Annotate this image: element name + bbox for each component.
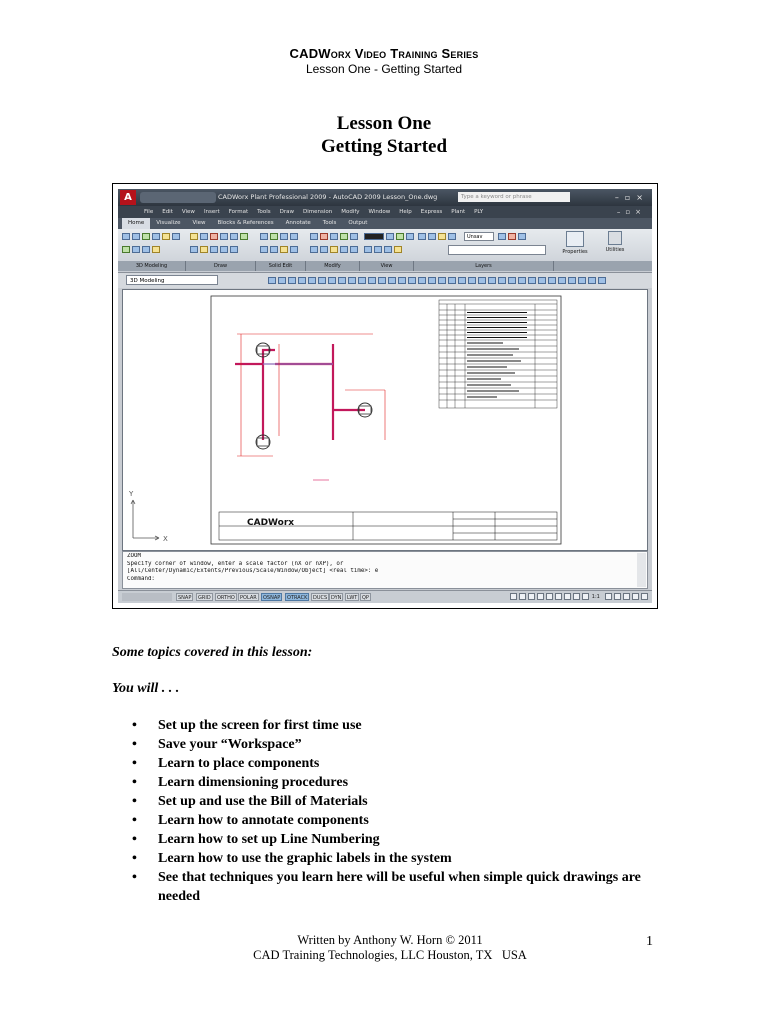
tab-home[interactable]: Home [122, 218, 150, 229]
view-tools-row2[interactable] [364, 246, 402, 253]
layer-dropdown[interactable] [448, 245, 546, 255]
qp-toggle[interactable]: QP [362, 595, 369, 601]
autocad-logo-icon[interactable]: A [120, 190, 136, 205]
list-item: • Save your “Workspace” [132, 735, 672, 754]
layer-state-dropdown[interactable]: Unsav [464, 232, 494, 241]
series-title: CADWorx Video Training Series [289, 46, 479, 61]
solid-edit-tools-row2[interactable] [260, 246, 298, 253]
ortho-toggle[interactable]: ORTHO [217, 595, 235, 601]
solid-edit-tools[interactable] [260, 233, 298, 240]
draw-tools-row2[interactable] [190, 246, 238, 253]
page-title: Lesson One [336, 113, 432, 134]
window-controls[interactable]: –▫× [614, 193, 649, 202]
command-history-line: [All/Center/Dynamic/Extents/Previous/Scale/Window/Object] <real time>: e [127, 568, 379, 575]
modify-tools-row2[interactable] [310, 246, 358, 253]
menu-window[interactable]: Window [368, 209, 391, 215]
list-item: • Set up the screen for first time use [132, 716, 672, 735]
ribbon-tabs [118, 218, 652, 229]
command-history-line: Specify corner of window, enter a scale factor (nX or nXP), or [127, 560, 344, 567]
ducs-toggle[interactable]: DUCS [313, 595, 328, 601]
standard-toolbar[interactable] [268, 277, 606, 284]
list-item: • Learn dimensioning procedures [132, 773, 672, 792]
group-layers[interactable]: Layers [414, 261, 554, 271]
command-history-line: ZOOM [127, 553, 141, 559]
menu-modify[interactable]: Modify [341, 209, 360, 215]
ucs-x-label: X [163, 535, 168, 543]
footer-author: Written by Anthony W. Horn © 2011 [297, 933, 483, 947]
menu-help[interactable]: Help [399, 209, 412, 215]
otrack-toggle[interactable]: OTRACK [287, 595, 308, 601]
polar-toggle[interactable]: POLAR [240, 595, 257, 601]
title-block-logo: CADWorx [247, 518, 295, 528]
drawing-canvas [123, 290, 647, 550]
title-bar [118, 189, 652, 206]
group-modify[interactable]: Modify [306, 261, 360, 271]
command-prompt[interactable]: Command: [127, 575, 155, 582]
list-item: • See that techniques you learn here will be useful when simple quick drawings are needed [132, 868, 672, 906]
list-item: • Set up and use the Bill of Materials [132, 792, 672, 811]
tab-visualize[interactable]: Visualize [156, 220, 181, 226]
modify-tools[interactable] [310, 233, 358, 240]
list-item: • Learn how to set up Line Numbering [132, 830, 672, 849]
list-item: • Learn to place components [132, 754, 672, 773]
quick-access-toolbar[interactable] [140, 192, 216, 203]
tab-blocks-references[interactable]: Blocks & References [217, 220, 274, 226]
help-search-input[interactable]: Type a keyword or phrase [458, 192, 570, 202]
status-tray[interactable] [508, 593, 648, 601]
modeling-tools-row2[interactable] [122, 246, 160, 253]
you-will-heading: You will . . . [112, 681, 180, 696]
status-bar [118, 590, 652, 603]
menu-plant[interactable]: Plant [451, 209, 466, 215]
footer-company: CAD Training Technologies, LLC Houston, TX USA [253, 948, 527, 962]
autocad-window [118, 189, 652, 603]
drawing-area[interactable] [122, 289, 648, 551]
snap-toggle[interactable]: SNAP [178, 595, 192, 601]
properties-button[interactable]: Properties [558, 231, 592, 259]
drawing-window-controls[interactable]: –▫× [616, 208, 646, 216]
page-subtitle: Getting Started [320, 136, 448, 157]
osnap-toggle[interactable]: OSNAP [263, 595, 281, 601]
modeling-tools[interactable] [122, 233, 180, 240]
ribbon-group-labels [118, 261, 652, 271]
topics-list [132, 716, 672, 906]
layer-tools-2[interactable] [498, 233, 526, 240]
list-item: • Learn how to use the graphic labels in the system [132, 849, 672, 868]
lesson-subheader: Lesson One - Getting Started [305, 62, 463, 76]
menu-dimension[interactable]: Dimension [303, 209, 333, 215]
list-item: • Learn how to annotate components [132, 811, 672, 830]
draw-tools[interactable] [190, 233, 248, 240]
tab-tools[interactable]: Tools [322, 220, 337, 226]
menu-insert[interactable]: Insert [203, 209, 220, 215]
ucs-icon [131, 500, 159, 540]
grid-toggle[interactable]: GRID [198, 595, 211, 601]
group-solid-edit[interactable]: Solid Edit [256, 261, 306, 271]
coordinates-readout [122, 593, 172, 601]
tab-output[interactable]: Output [348, 220, 368, 226]
menu-bar [118, 206, 652, 218]
ribbon-panel [118, 229, 652, 273]
menu-view[interactable]: View [181, 209, 195, 215]
ucs-y-label: Y [129, 490, 134, 498]
view-tools[interactable] [364, 233, 414, 240]
menu-file[interactable]: File [144, 209, 154, 215]
annotation-scale[interactable]: 1:1 [591, 594, 600, 600]
menu-format[interactable]: Format [228, 209, 249, 215]
lwt-toggle[interactable]: LWT [347, 595, 358, 601]
group-draw[interactable]: Draw [186, 261, 256, 271]
menu-edit[interactable]: Edit [162, 209, 173, 215]
group-3d-modeling[interactable]: 3D Modeling [118, 261, 186, 271]
workspace-dropdown[interactable]: 3D Modeling [126, 275, 218, 285]
window-title: CADWorx Plant Professional 2009 - AutoCAD 2009 Lesson_One.dwg [218, 193, 438, 201]
group-view[interactable]: View [360, 261, 414, 271]
utilities-button[interactable]: Utilities [598, 231, 632, 259]
menu-tools[interactable]: Tools [257, 209, 271, 215]
page-number: 1 [646, 934, 653, 949]
topics-heading: Some topics covered in this lesson: [112, 645, 313, 660]
tab-annotate[interactable]: Annotate [285, 220, 311, 226]
menu-draw[interactable]: Draw [279, 209, 295, 215]
menu-ply[interactable]: PLY [474, 209, 484, 215]
menu-express[interactable]: Express [420, 209, 443, 215]
dyn-toggle[interactable]: DYN [331, 595, 342, 601]
autocad-screenshot [112, 183, 658, 609]
tab-view[interactable]: View [192, 220, 206, 226]
layer-tools[interactable] [418, 233, 456, 240]
command-line-window[interactable] [122, 551, 648, 589]
command-scrollbar[interactable] [637, 553, 646, 587]
workspace-toolbar [118, 273, 652, 288]
